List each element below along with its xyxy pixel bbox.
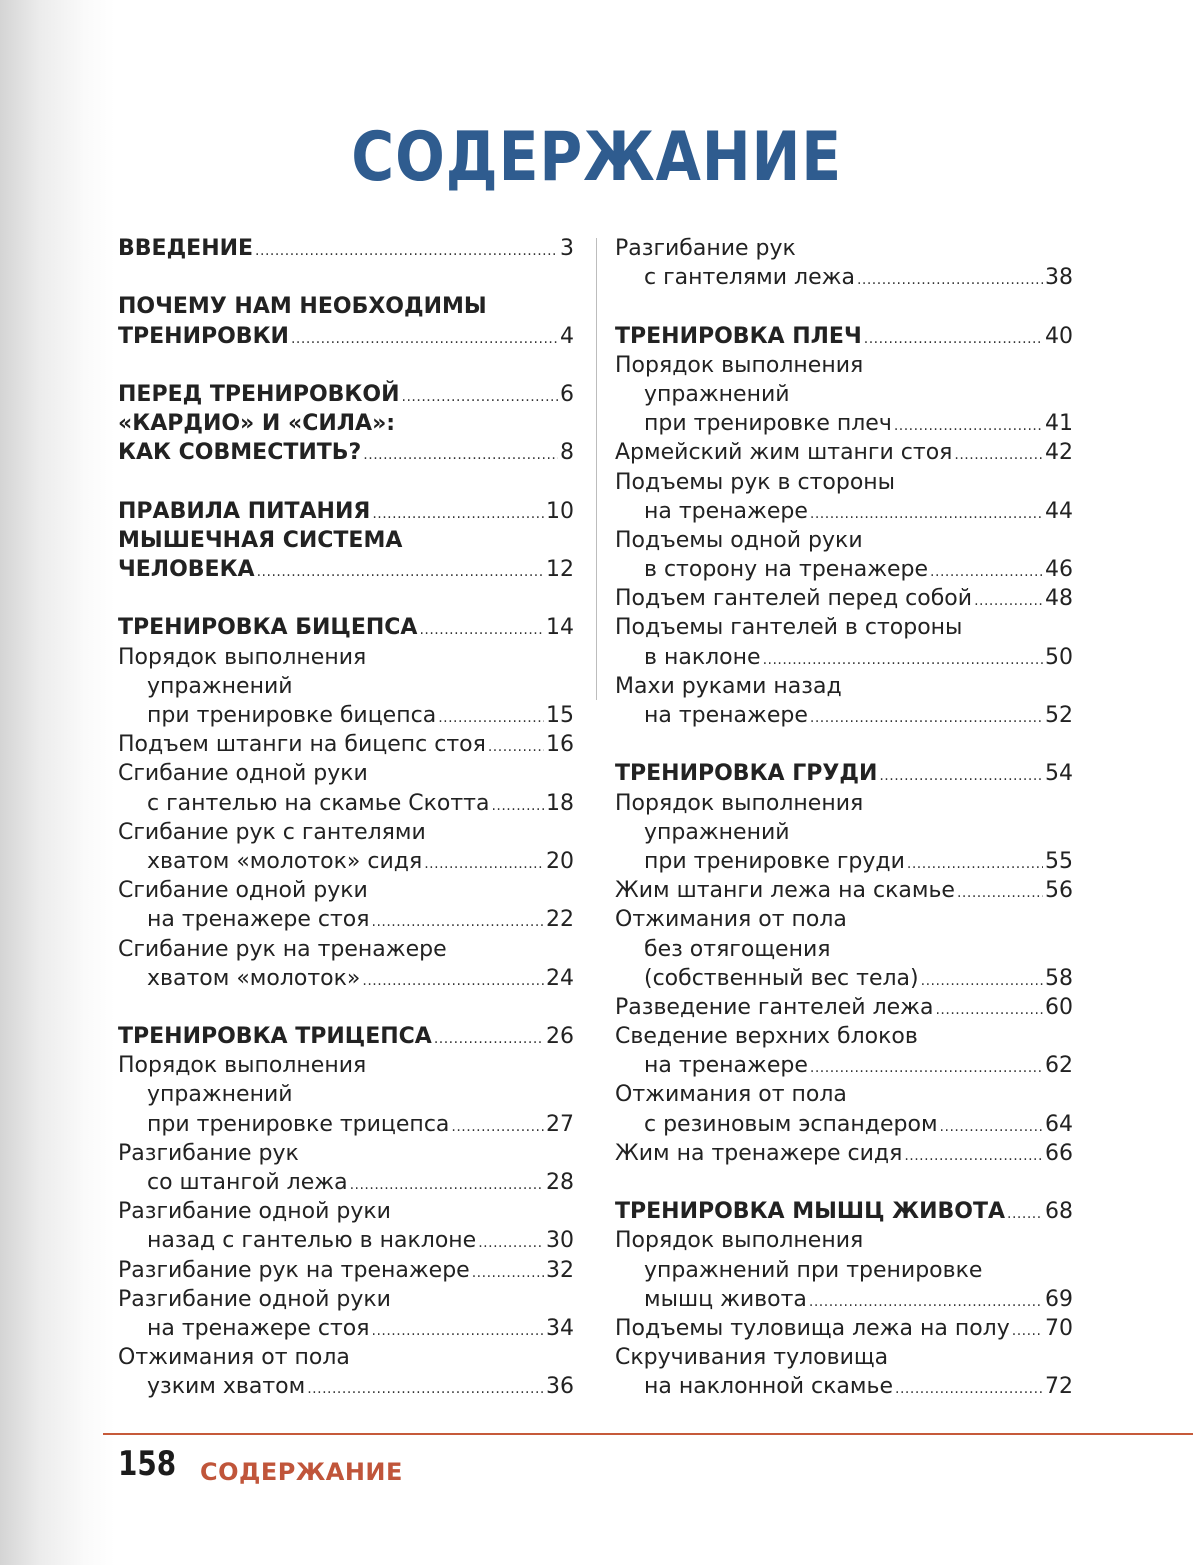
- toc-leader-dots: [372, 1317, 545, 1346]
- toc-leader-dots: [907, 850, 1043, 879]
- toc-gap: [118, 468, 574, 497]
- toc-entry-title: при тренировке груди: [644, 848, 905, 874]
- toc-entry[interactable]: [118, 876, 574, 905]
- toc-page-number: 30: [546, 1228, 574, 1254]
- toc-entry-title: Подъемы рук в стороны: [615, 469, 896, 495]
- toc-leader-dots: [1012, 1317, 1043, 1346]
- toc-entry[interactable]: [118, 1314, 574, 1343]
- toc-chapter-entry[interactable]: [118, 555, 574, 584]
- toc-entry[interactable]: [615, 701, 1073, 730]
- running-footer-section: СОДЕРЖАНИЕ: [200, 1458, 403, 1486]
- toc-chapter-entry[interactable]: [118, 1022, 574, 1051]
- toc-entry[interactable]: [118, 759, 574, 788]
- toc-page-number: 20: [546, 848, 574, 874]
- toc-entry-title: при тренировке плеч: [644, 411, 892, 437]
- toc-entry[interactable]: [615, 1110, 1073, 1139]
- toc-leader-dots: [451, 1113, 544, 1142]
- toc-entry-title: Разгибание одной руки: [118, 1286, 391, 1312]
- toc-entry-title: ПЕРЕД ТРЕНИРОВКОЙ: [118, 381, 400, 407]
- toc-entry-title: на тренажере стоя: [147, 907, 370, 933]
- toc-entry-title: Подъемы туловища лежа на полу: [615, 1315, 1010, 1341]
- toc-entry-title: на тренажере: [644, 1053, 808, 1079]
- toc-entry[interactable]: [118, 1256, 574, 1285]
- toc-entry-title: «КАРДИО» И «СИЛА»:: [118, 411, 396, 437]
- toc-leader-dots: [438, 704, 544, 733]
- toc-leader-dots: [895, 1375, 1043, 1404]
- toc-entry-title: Подъемы гантелей в стороны: [615, 615, 963, 641]
- toc-gap: [615, 1168, 1073, 1197]
- toc-entry[interactable]: [615, 380, 1073, 409]
- toc-entry-title: с гантелью на скамье Скотта: [147, 790, 490, 816]
- toc-chapter-entry[interactable]: [615, 759, 1073, 788]
- toc-entry-title: ТРЕНИРОВКИ: [118, 323, 289, 349]
- toc-entry-title: ТРЕНИРОВКА МЫШЦ ЖИВОТА: [615, 1199, 1006, 1225]
- toc-page-number: 72: [1045, 1374, 1073, 1400]
- toc-entry-title: Скручивания туловища: [615, 1345, 889, 1371]
- toc-page-number: 62: [1045, 1053, 1073, 1079]
- toc-leader-dots: [930, 558, 1043, 587]
- toc-page-number: 50: [1045, 644, 1073, 670]
- toc-entry[interactable]: [118, 701, 574, 730]
- toc-chapter-entry[interactable]: [615, 322, 1073, 351]
- toc-entry-title: упражнений: [644, 381, 790, 407]
- toc-entry-title: Отжимания от пола: [118, 1345, 350, 1371]
- toc-entry-title: Армейский жим штанги стоя: [615, 440, 953, 466]
- toc-entry-title: ПОЧЕМУ НАМ НЕОБХОДИМЫ: [118, 294, 487, 320]
- toc-entry[interactable]: [615, 409, 1073, 438]
- page-number: 158: [118, 1444, 177, 1484]
- toc-page-number: 70: [1045, 1315, 1073, 1341]
- toc-entry[interactable]: [615, 818, 1073, 847]
- toc-entry-title: ЧЕЛОВЕКА: [118, 557, 255, 583]
- toc-leader-dots: [488, 733, 544, 762]
- toc-page-number: 26: [546, 1024, 574, 1050]
- toc-page-number: 28: [546, 1170, 574, 1195]
- toc-entry[interactable]: [615, 1314, 1073, 1343]
- toc-page-number: 16: [546, 732, 574, 758]
- toc-page-number: 4: [560, 323, 574, 349]
- toc-entry[interactable]: [615, 1372, 1073, 1401]
- toc-page-number: 46: [1045, 557, 1073, 583]
- toc-page-number: 36: [546, 1374, 574, 1400]
- toc-page-number: 34: [546, 1315, 574, 1341]
- toc-entry-title: Сгибание одной руки: [118, 878, 368, 904]
- toc-chapter-entry[interactable]: [118, 322, 574, 351]
- toc-entry-title: на тренажере: [644, 703, 808, 728]
- toc-entry-title: на тренажере стоя: [147, 1315, 370, 1341]
- toc-page-number: 68: [1045, 1199, 1073, 1225]
- toc-entry[interactable]: [118, 730, 574, 759]
- toc-entry-title: ТРЕНИРОВКА ТРИЦЕПСА: [118, 1024, 432, 1050]
- toc-entry[interactable]: [118, 935, 574, 964]
- toc-entry[interactable]: [615, 1022, 1073, 1051]
- toc-page-number: 27: [546, 1111, 574, 1137]
- toc-entry-title: (собственный вес тела): [644, 965, 919, 991]
- toc-page-number: 8: [560, 440, 574, 466]
- toc-leader-dots: [879, 762, 1043, 791]
- toc-entry-title: Разгибание одной руки: [118, 1199, 391, 1225]
- toc-page-number: 14: [546, 615, 574, 641]
- toc-leader-dots: [935, 996, 1043, 1025]
- toc-leader-dots: [904, 1142, 1043, 1171]
- toc-entry-title: ПРАВИЛА ПИТАНИЯ: [118, 498, 371, 524]
- toc-leader-dots: [424, 850, 544, 879]
- toc-entry[interactable]: [615, 789, 1073, 818]
- toc-leader-dots: [307, 1375, 544, 1404]
- toc-entry-title: Сгибание рук на тренажере: [118, 936, 447, 962]
- toc-entry-title: со штангой лежа: [147, 1170, 348, 1195]
- toc-entry-title: Сведение верхних блоков: [615, 1024, 918, 1050]
- toc-entry[interactable]: [615, 1343, 1073, 1372]
- toc-entry-title: ВВЕДЕНИЕ: [118, 236, 254, 261]
- toc-entry[interactable]: [118, 1372, 574, 1401]
- toc-leader-dots: [363, 441, 558, 470]
- toc-entry[interactable]: [118, 672, 574, 701]
- toc-leader-dots: [372, 500, 544, 529]
- toc-page-number: 6: [560, 381, 574, 407]
- toc-page-number: 69: [1045, 1286, 1073, 1312]
- toc-entry-title: Жим на тренажере сидя: [615, 1140, 903, 1166]
- toc-entry-title: ТРЕНИРОВКА ПЛЕЧ: [615, 323, 862, 349]
- toc-chapter-entry[interactable]: [118, 380, 574, 409]
- toc-leader-dots: [472, 1259, 544, 1288]
- toc-entry[interactable]: [118, 1139, 574, 1168]
- toc-leader-dots: [255, 237, 558, 266]
- toc-leader-dots: [350, 1171, 544, 1200]
- toc-entry-title: упражнений: [147, 1082, 293, 1108]
- toc-entry[interactable]: [615, 1051, 1073, 1080]
- toc-entry-title: Махи руками назад: [615, 673, 842, 699]
- toc-entry-title: Жим штанги лежа на скамье: [615, 878, 955, 904]
- toc-gap: [118, 584, 574, 613]
- toc-entry[interactable]: [615, 1080, 1073, 1109]
- toc-entry[interactable]: [615, 672, 1073, 701]
- toc-leader-dots: [419, 616, 544, 645]
- toc-page-number: 44: [1045, 498, 1073, 524]
- toc-page-number: 40: [1045, 323, 1073, 349]
- toc-entry[interactable]: [118, 1343, 574, 1372]
- toc-entry-title: упражнений: [147, 673, 293, 699]
- toc-entry-title: с резиновым эспандером: [644, 1111, 938, 1137]
- toc-entry-title: Разгибание рук: [118, 1140, 299, 1166]
- toc-page-number: 55: [1045, 848, 1073, 874]
- toc-entry-title: при тренировке трицепса: [147, 1111, 450, 1137]
- toc-entry[interactable]: [118, 643, 574, 672]
- toc-page-number: 48: [1045, 586, 1073, 612]
- toc-page-number: 3: [560, 236, 574, 261]
- toc-leader-dots: [491, 792, 544, 821]
- toc-entry-title: Порядок выполнения: [615, 790, 864, 816]
- toc-entry-title: МЫШЕЧНАЯ СИСТЕМА: [118, 527, 403, 553]
- toc-entry[interactable]: [118, 1168, 574, 1197]
- toc-page-number: 38: [1045, 265, 1073, 291]
- toc-entry-title: ТРЕНИРОВКА ГРУДИ: [615, 761, 878, 787]
- toc-page-number: 24: [546, 965, 574, 991]
- toc-leader-dots: [810, 1054, 1043, 1083]
- toc-entry[interactable]: [615, 905, 1073, 934]
- toc-chapter-entry[interactable]: [118, 234, 574, 263]
- toc-entry-title: Порядок выполнения: [118, 1053, 367, 1079]
- toc-entry[interactable]: [615, 964, 1073, 993]
- toc-entry-title: на тренажере: [644, 498, 808, 524]
- toc-entry-title: при тренировке бицепса: [147, 703, 437, 728]
- toc-entry[interactable]: [615, 1226, 1073, 1255]
- toc-entry-title: Порядок выполнения: [615, 352, 864, 378]
- toc-leader-dots: [954, 441, 1043, 470]
- toc-gap: [615, 292, 1073, 321]
- toc-leader-dots: [974, 587, 1043, 616]
- toc-leader-dots: [402, 383, 558, 412]
- toc-entry[interactable]: [615, 1285, 1073, 1314]
- toc-entry[interactable]: [615, 584, 1073, 613]
- toc-entry[interactable]: [118, 1285, 574, 1314]
- toc-leader-dots: [894, 412, 1043, 441]
- toc-entry-title: Сгибание рук с гантелями: [118, 819, 426, 845]
- toc-entry-title: Сгибание одной руки: [118, 761, 368, 787]
- toc-entry-title: в сторону на тренажере: [644, 557, 929, 583]
- toc-leader-dots: [957, 879, 1043, 908]
- toc-page-number: 15: [546, 703, 574, 728]
- toc-entry[interactable]: [615, 234, 1073, 263]
- toc-entry[interactable]: [118, 1110, 574, 1139]
- toc-page-number: 18: [546, 790, 574, 816]
- toc-entry[interactable]: [615, 497, 1073, 526]
- toc-page-number: 58: [1045, 965, 1073, 991]
- toc-entry-title: Отжимания от пола: [615, 1082, 847, 1108]
- toc-entry[interactable]: [615, 263, 1073, 292]
- toc-entry[interactable]: [118, 1080, 574, 1109]
- toc-entry[interactable]: [615, 438, 1073, 467]
- toc-entry-title: Порядок выполнения: [118, 644, 367, 670]
- toc-leader-dots: [921, 967, 1043, 996]
- toc-leader-dots: [809, 1288, 1043, 1317]
- toc-entry[interactable]: [615, 613, 1073, 642]
- toc-column-right: [615, 234, 1073, 1402]
- toc-leader-dots: [434, 1025, 544, 1054]
- toc-entry[interactable]: [615, 935, 1073, 964]
- toc-entry-title: в наклоне: [644, 644, 761, 670]
- toc-page-number: 32: [546, 1257, 574, 1283]
- toc-gap: [118, 351, 574, 380]
- toc-entry[interactable]: [615, 876, 1073, 905]
- toc-leader-dots: [857, 266, 1043, 295]
- toc-entry[interactable]: [615, 468, 1073, 497]
- toc-leader-dots: [810, 704, 1043, 733]
- toc-entry-title: назад с гантелью в наклоне: [147, 1228, 477, 1254]
- toc-entry-title: хватом «молоток»: [147, 965, 361, 991]
- toc-leader-dots: [864, 325, 1043, 354]
- toc-entry[interactable]: [118, 1226, 574, 1255]
- toc-entry-title: хватом «молоток» сидя: [147, 848, 423, 874]
- toc-entry-title: Порядок выполнения: [615, 1228, 864, 1254]
- toc-entry-title: на наклонной скамье: [644, 1374, 894, 1400]
- toc-entry[interactable]: [615, 1256, 1073, 1285]
- toc-leader-dots: [478, 1229, 544, 1258]
- toc-gap: [118, 993, 574, 1022]
- toc-leader-dots: [940, 1113, 1043, 1142]
- footer-rule: [103, 1433, 1193, 1435]
- toc-page-number: 12: [546, 557, 574, 583]
- toc-page-number: 60: [1045, 994, 1073, 1020]
- toc-page-number: 56: [1045, 878, 1073, 904]
- toc-entry[interactable]: [615, 555, 1073, 584]
- toc-entry-title: Отжимания от пола: [615, 907, 847, 933]
- toc-entry-title: с гантелями лежа: [644, 265, 855, 291]
- toc-entry-title: упражнений при тренировке: [644, 1257, 983, 1283]
- toc-chapter-entry[interactable]: [118, 497, 574, 526]
- toc-leader-dots: [1007, 1200, 1043, 1229]
- toc-entry[interactable]: [118, 847, 574, 876]
- toc-entry[interactable]: [118, 789, 574, 818]
- toc-leader-dots: [291, 325, 558, 354]
- toc-chapter-entry[interactable]: [118, 292, 574, 321]
- toc-chapter-entry[interactable]: [118, 438, 574, 467]
- toc-entry-title: без отягощения: [644, 936, 831, 962]
- toc-entry[interactable]: [615, 847, 1073, 876]
- toc-entry[interactable]: [615, 351, 1073, 380]
- toc-page-number: 64: [1045, 1111, 1073, 1137]
- toc-chapter-entry[interactable]: [118, 526, 574, 555]
- toc-leader-dots: [763, 646, 1043, 675]
- toc-entry-title: Подъем штанги на бицепс стоя: [118, 732, 486, 758]
- toc-page-number: 42: [1045, 440, 1073, 466]
- column-divider: [596, 238, 597, 700]
- toc-entry[interactable]: [615, 993, 1073, 1022]
- toc-gap: [615, 730, 1073, 759]
- toc-page-number: 41: [1045, 411, 1073, 437]
- toc-gap: [118, 263, 574, 292]
- toc-entry[interactable]: [118, 1197, 574, 1226]
- toc-entry[interactable]: [615, 1139, 1073, 1168]
- toc-leader-dots: [810, 500, 1043, 529]
- toc-entry-title: упражнений: [644, 819, 790, 845]
- toc-page-number: 66: [1045, 1140, 1073, 1166]
- toc-entry-title: Подъем гантелей перед собой: [615, 586, 973, 612]
- toc-leader-dots: [257, 558, 544, 587]
- toc-page-number: 54: [1045, 761, 1073, 787]
- toc-entry-title: узким хватом: [147, 1374, 306, 1400]
- toc-entry-title: ТРЕНИРОВКА БИЦЕПСА: [118, 615, 418, 641]
- toc-entry[interactable]: [118, 818, 574, 847]
- toc-entry-title: КАК СОВМЕСТИТЬ?: [118, 440, 362, 466]
- toc-column-left: [118, 234, 574, 1402]
- toc-entry[interactable]: [118, 1051, 574, 1080]
- toc-entry-title: Разведение гантелей лежа: [615, 994, 934, 1020]
- toc-entry[interactable]: [615, 643, 1073, 672]
- toc-leader-dots: [362, 967, 544, 996]
- toc-chapter-entry[interactable]: [118, 613, 574, 642]
- toc-entry-title: Разгибание рук: [615, 236, 796, 261]
- toc-page-number: 22: [546, 907, 574, 933]
- toc-entry[interactable]: [615, 526, 1073, 555]
- toc-page-number: 52: [1045, 703, 1073, 728]
- toc-entry-title: Подъемы одной руки: [615, 527, 863, 553]
- toc-entry[interactable]: [118, 964, 574, 993]
- toc-leader-dots: [372, 908, 545, 937]
- toc-entry-title: Разгибание рук на тренажере: [118, 1257, 470, 1283]
- toc-chapter-entry[interactable]: [118, 409, 574, 438]
- toc-page-number: 10: [546, 498, 574, 524]
- toc-entry-title: мышц живота: [644, 1286, 807, 1312]
- toc-chapter-entry[interactable]: [615, 1197, 1073, 1226]
- toc-entry[interactable]: [118, 905, 574, 934]
- page-title: СОДЕРЖАНИЕ: [351, 118, 843, 197]
